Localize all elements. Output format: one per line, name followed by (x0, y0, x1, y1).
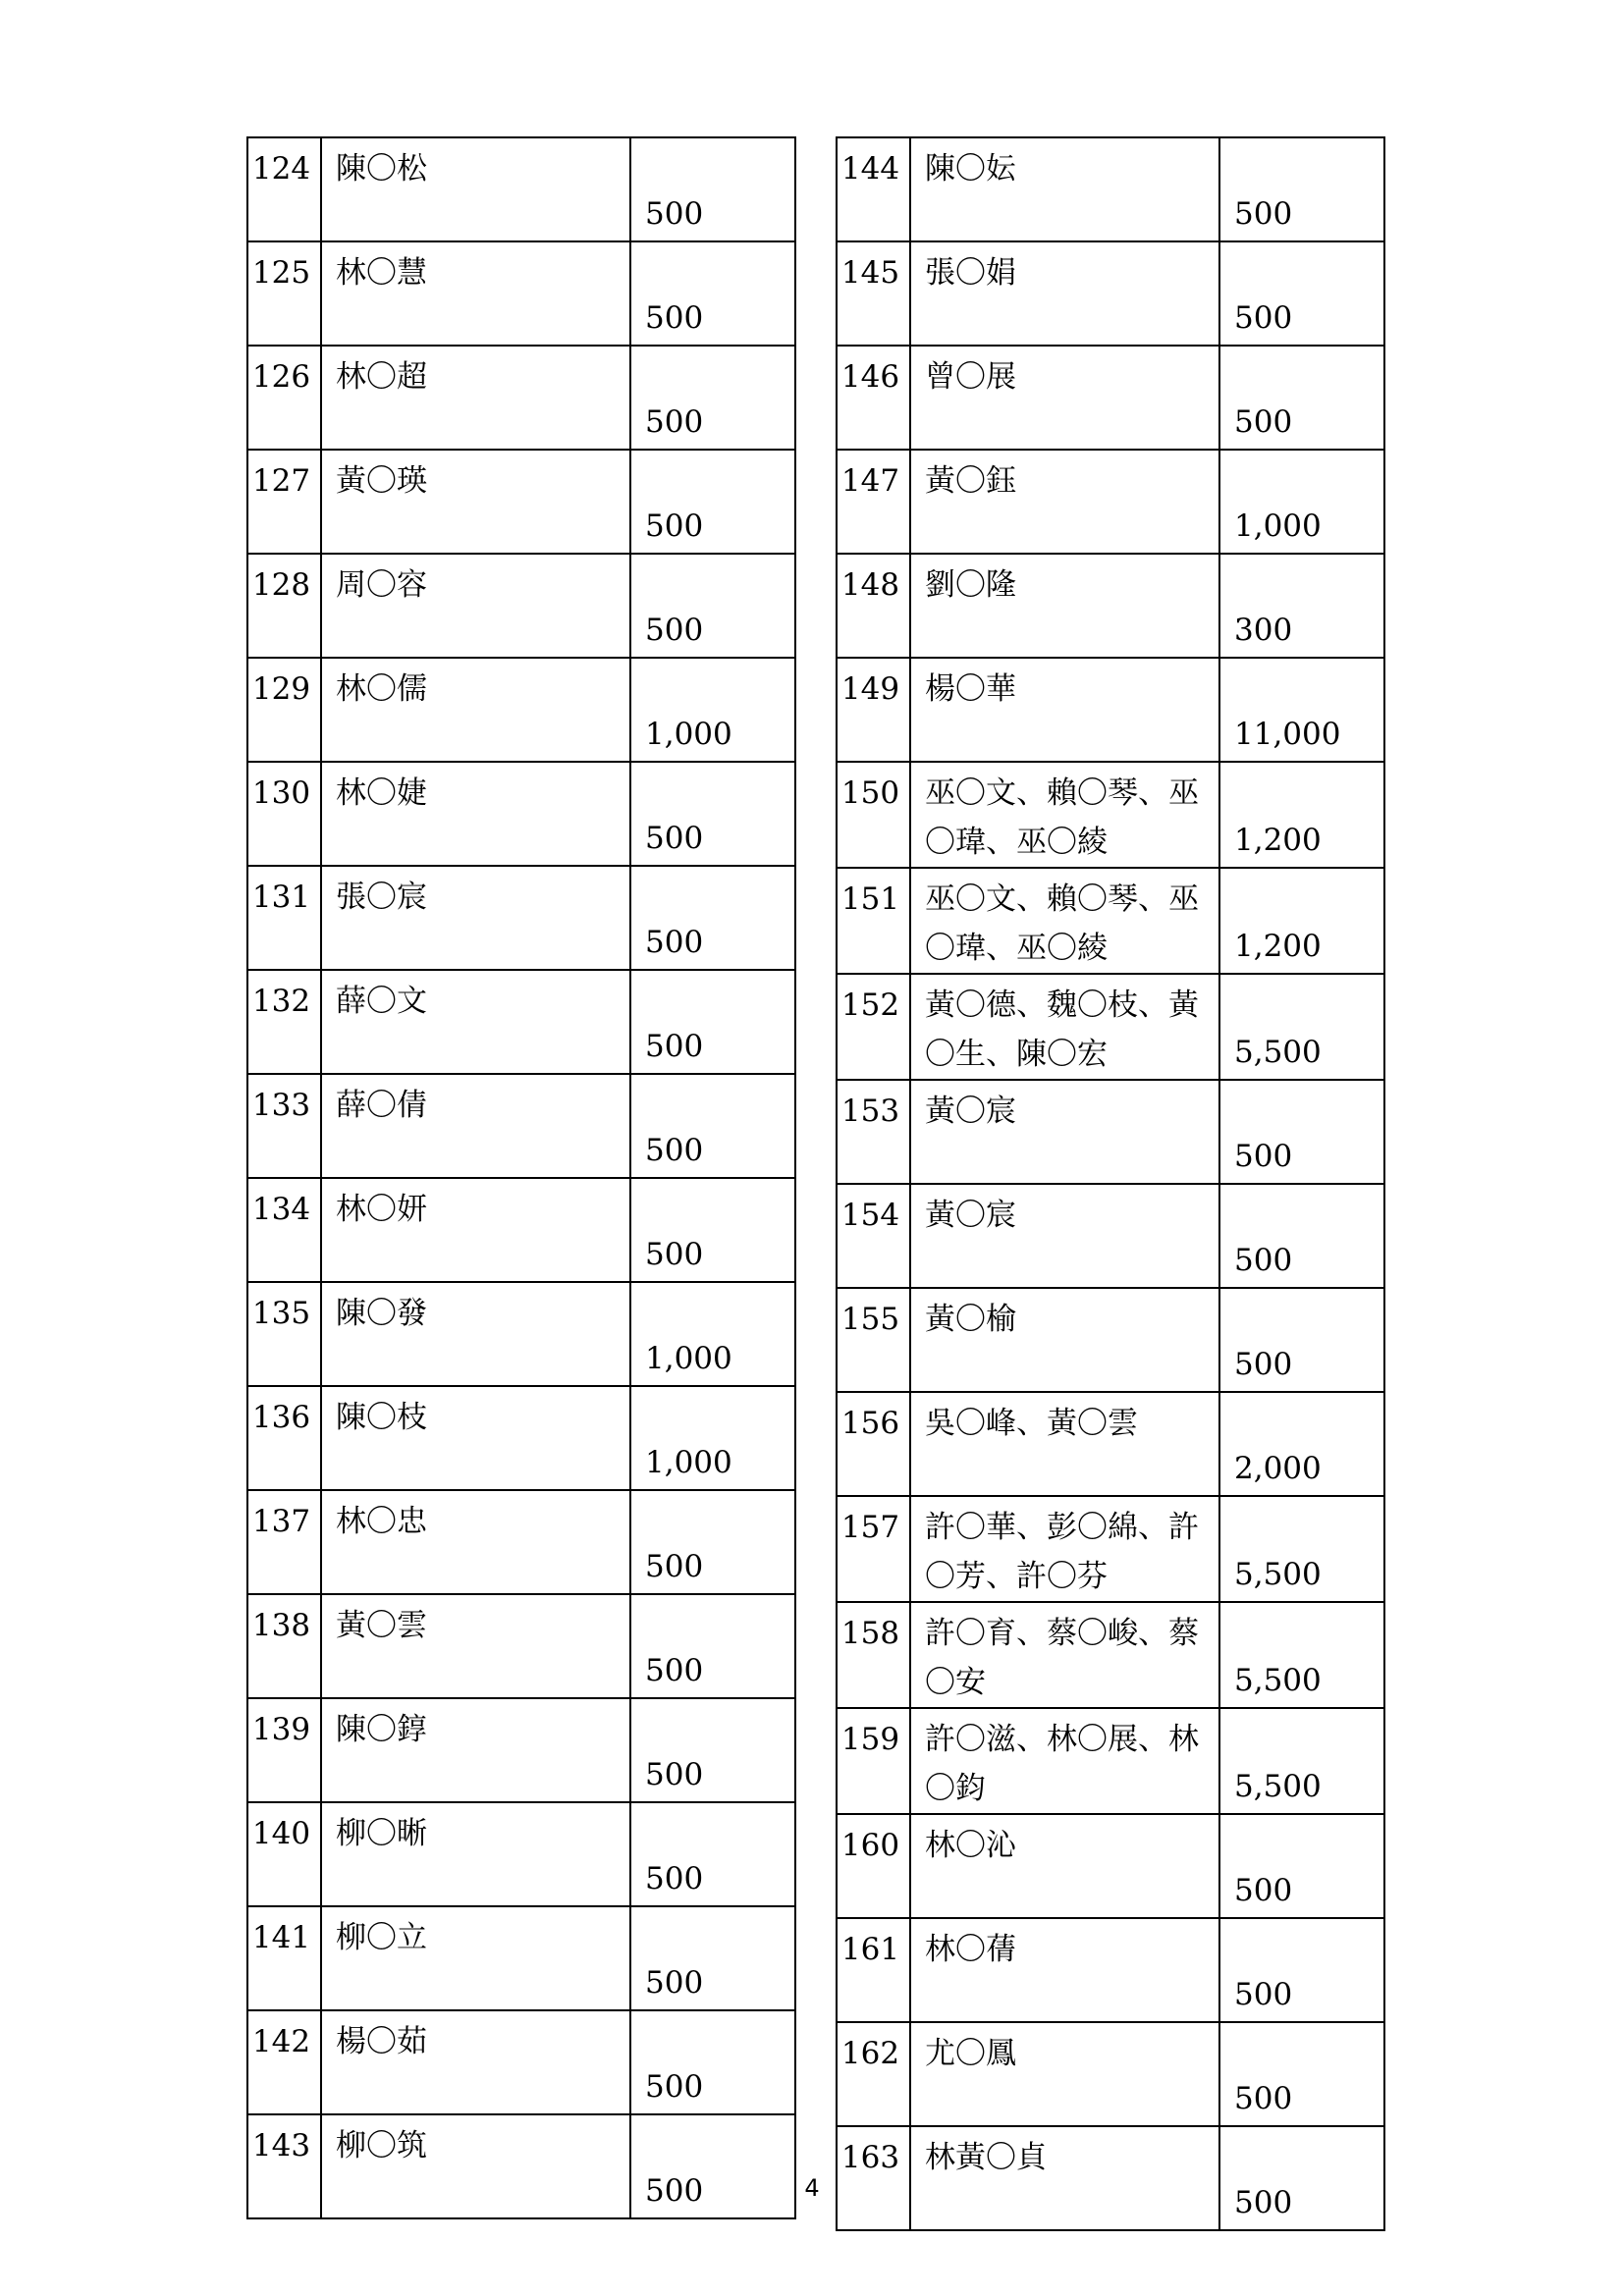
donation-amount: 500 (1219, 346, 1384, 450)
donation-amount: 500 (630, 554, 795, 658)
donation-amount: 500 (1219, 2126, 1384, 2230)
donation-amount: 500 (630, 450, 795, 554)
row-number: 127 (247, 450, 321, 554)
donor-name: 許〇育、蔡〇峻、蔡〇安 (910, 1602, 1219, 1708)
table-row (247, 1906, 795, 2010)
row-number: 137 (247, 1490, 321, 1594)
table-row (247, 1490, 795, 1594)
donor-name: 許〇華、彭〇綿、許〇芳、許〇芬 (910, 1496, 1219, 1602)
table-row (247, 970, 795, 1074)
table-row (247, 762, 795, 866)
donor-name: 林〇超 (321, 346, 630, 450)
donor-name: 林〇婕 (321, 762, 630, 866)
table-row (247, 1074, 795, 1178)
donation-amount: 500 (1219, 1080, 1384, 1184)
row-number: 135 (247, 1282, 321, 1386)
donor-name: 陳〇枝 (321, 1386, 630, 1490)
donation-amount: 500 (1219, 241, 1384, 346)
donation-amount: 500 (1219, 137, 1384, 241)
row-number: 154 (837, 1184, 910, 1288)
row-number: 158 (837, 1602, 910, 1708)
donation-amount: 500 (630, 1490, 795, 1594)
donation-amount: 500 (630, 137, 795, 241)
donor-name: 黃〇宸 (910, 1080, 1219, 1184)
donor-name: 陳〇妘 (910, 137, 1219, 241)
table-row (247, 1178, 795, 1282)
donation-amount: 1,000 (630, 1386, 795, 1490)
table-row (837, 1814, 1384, 1918)
donor-name: 周〇容 (321, 554, 630, 658)
donor-name: 楊〇茹 (321, 2010, 630, 2114)
row-number: 159 (837, 1708, 910, 1814)
table-row (247, 450, 795, 554)
row-number: 133 (247, 1074, 321, 1178)
table-row (247, 137, 795, 241)
row-number: 131 (247, 866, 321, 970)
row-number: 146 (837, 346, 910, 450)
donation-amount: 11,000 (1219, 658, 1384, 762)
donor-name: 張〇宸 (321, 866, 630, 970)
table-row (247, 1802, 795, 1906)
donation-amount: 5,500 (1219, 1602, 1384, 1708)
donation-amount: 500 (630, 1802, 795, 1906)
row-number: 139 (247, 1698, 321, 1802)
right-donation-table (836, 136, 1385, 2231)
donor-name: 薛〇倩 (321, 1074, 630, 1178)
donation-amount: 5,500 (1219, 974, 1384, 1080)
donation-amount: 2,000 (1219, 1392, 1384, 1496)
row-number: 162 (837, 2022, 910, 2126)
donation-amount: 500 (630, 970, 795, 1074)
donation-amount: 500 (630, 1906, 795, 2010)
table-row (837, 137, 1384, 241)
donation-amount: 5,500 (1219, 1708, 1384, 1814)
table-row (837, 450, 1384, 554)
table-row (837, 1392, 1384, 1496)
row-number: 143 (247, 2114, 321, 2218)
donation-amount: 500 (1219, 1918, 1384, 2022)
table-row (837, 1496, 1384, 1602)
donor-name: 許〇滋、林〇展、林〇鈞 (910, 1708, 1219, 1814)
donation-amount: 1,000 (630, 658, 795, 762)
donation-amount: 1,000 (630, 1282, 795, 1386)
row-number: 129 (247, 658, 321, 762)
donor-name: 黃〇瑛 (321, 450, 630, 554)
donor-name: 巫〇文、賴〇琴、巫〇瑋、巫〇綾 (910, 868, 1219, 974)
donor-name: 林〇沁 (910, 1814, 1219, 1918)
row-number: 138 (247, 1594, 321, 1698)
donation-amount: 500 (630, 1074, 795, 1178)
row-number: 124 (247, 137, 321, 241)
donor-name: 林〇忠 (321, 1490, 630, 1594)
row-number: 147 (837, 450, 910, 554)
donation-amount: 500 (630, 346, 795, 450)
row-number: 136 (247, 1386, 321, 1490)
table-row (837, 554, 1384, 658)
row-number: 149 (837, 658, 910, 762)
donation-amount: 500 (630, 866, 795, 970)
table-row (837, 1602, 1384, 1708)
donation-amount: 500 (1219, 1288, 1384, 1392)
donor-name: 尤〇鳳 (910, 2022, 1219, 2126)
table-row (247, 346, 795, 450)
donor-name: 陳〇錞 (321, 1698, 630, 1802)
donation-amount: 500 (630, 1698, 795, 1802)
donor-name: 黃〇雲 (321, 1594, 630, 1698)
row-number: 141 (247, 1906, 321, 2010)
table-row (247, 658, 795, 762)
donation-amount: 500 (630, 1594, 795, 1698)
row-number: 128 (247, 554, 321, 658)
table-row (837, 1080, 1384, 1184)
donor-name: 林〇妍 (321, 1178, 630, 1282)
table-row (247, 1594, 795, 1698)
donor-name: 柳〇筑 (321, 2114, 630, 2218)
row-number: 134 (247, 1178, 321, 1282)
row-number: 152 (837, 974, 910, 1080)
donation-amount: 1,000 (1219, 450, 1384, 554)
donor-name: 柳〇晰 (321, 1802, 630, 1906)
donor-name: 吳〇峰、黃〇雲 (910, 1392, 1219, 1496)
donation-amount: 500 (630, 2010, 795, 2114)
row-number: 140 (247, 1802, 321, 1906)
donation-amount: 500 (1219, 2022, 1384, 2126)
donor-name: 林黃〇貞 (910, 2126, 1219, 2230)
donor-name: 巫〇文、賴〇琴、巫〇瑋、巫〇綾 (910, 762, 1219, 868)
donor-name: 曾〇展 (910, 346, 1219, 450)
table-row (247, 1282, 795, 1386)
donation-amount: 500 (1219, 1814, 1384, 1918)
table-row (247, 1698, 795, 1802)
table-row (837, 974, 1384, 1080)
row-number: 163 (837, 2126, 910, 2230)
row-number: 155 (837, 1288, 910, 1392)
donor-name: 黃〇榆 (910, 1288, 1219, 1392)
table-row (247, 2114, 795, 2218)
row-number: 157 (837, 1496, 910, 1602)
page-number: 4 (804, 2174, 820, 2202)
donation-amount: 500 (1219, 1184, 1384, 1288)
donor-name: 陳〇松 (321, 137, 630, 241)
donor-name: 黃〇德、魏〇枝、黃〇生、陳〇宏 (910, 974, 1219, 1080)
table-row (837, 868, 1384, 974)
donor-name: 柳〇立 (321, 1906, 630, 2010)
table-row (837, 658, 1384, 762)
left-donation-table (246, 136, 796, 2219)
donor-name: 張〇娟 (910, 241, 1219, 346)
row-number: 145 (837, 241, 910, 346)
donor-name: 林〇蒨 (910, 1918, 1219, 2022)
table-row (247, 866, 795, 970)
donation-amount: 1,200 (1219, 868, 1384, 974)
table-row (837, 1184, 1384, 1288)
donation-amount: 500 (630, 1178, 795, 1282)
table-row (837, 241, 1384, 346)
donor-name: 薛〇文 (321, 970, 630, 1074)
table-row (837, 1918, 1384, 2022)
row-number: 130 (247, 762, 321, 866)
table-row (837, 762, 1384, 868)
row-number: 156 (837, 1392, 910, 1496)
donor-name: 楊〇華 (910, 658, 1219, 762)
row-number: 150 (837, 762, 910, 868)
table-row (247, 1386, 795, 1490)
donor-name: 陳〇發 (321, 1282, 630, 1386)
table-row (247, 554, 795, 658)
table-row (837, 1288, 1384, 1392)
row-number: 161 (837, 1918, 910, 2022)
donation-amount: 1,200 (1219, 762, 1384, 868)
donor-name: 林〇儒 (321, 658, 630, 762)
donor-name: 林〇慧 (321, 241, 630, 346)
donation-amount: 300 (1219, 554, 1384, 658)
row-number: 132 (247, 970, 321, 1074)
row-number: 151 (837, 868, 910, 974)
donor-name: 黃〇宸 (910, 1184, 1219, 1288)
donor-name: 劉〇隆 (910, 554, 1219, 658)
row-number: 144 (837, 137, 910, 241)
row-number: 160 (837, 1814, 910, 1918)
row-number: 126 (247, 346, 321, 450)
donation-amount: 500 (630, 241, 795, 346)
donation-amount: 5,500 (1219, 1496, 1384, 1602)
row-number: 153 (837, 1080, 910, 1184)
table-row (247, 2010, 795, 2114)
donor-name: 黃〇鈺 (910, 450, 1219, 554)
table-row (247, 241, 795, 346)
donation-amount: 500 (630, 2114, 795, 2218)
table-row (837, 346, 1384, 450)
table-row (837, 1708, 1384, 1814)
table-row (837, 2022, 1384, 2126)
row-number: 125 (247, 241, 321, 346)
row-number: 142 (247, 2010, 321, 2114)
row-number: 148 (837, 554, 910, 658)
donation-amount: 500 (630, 762, 795, 866)
